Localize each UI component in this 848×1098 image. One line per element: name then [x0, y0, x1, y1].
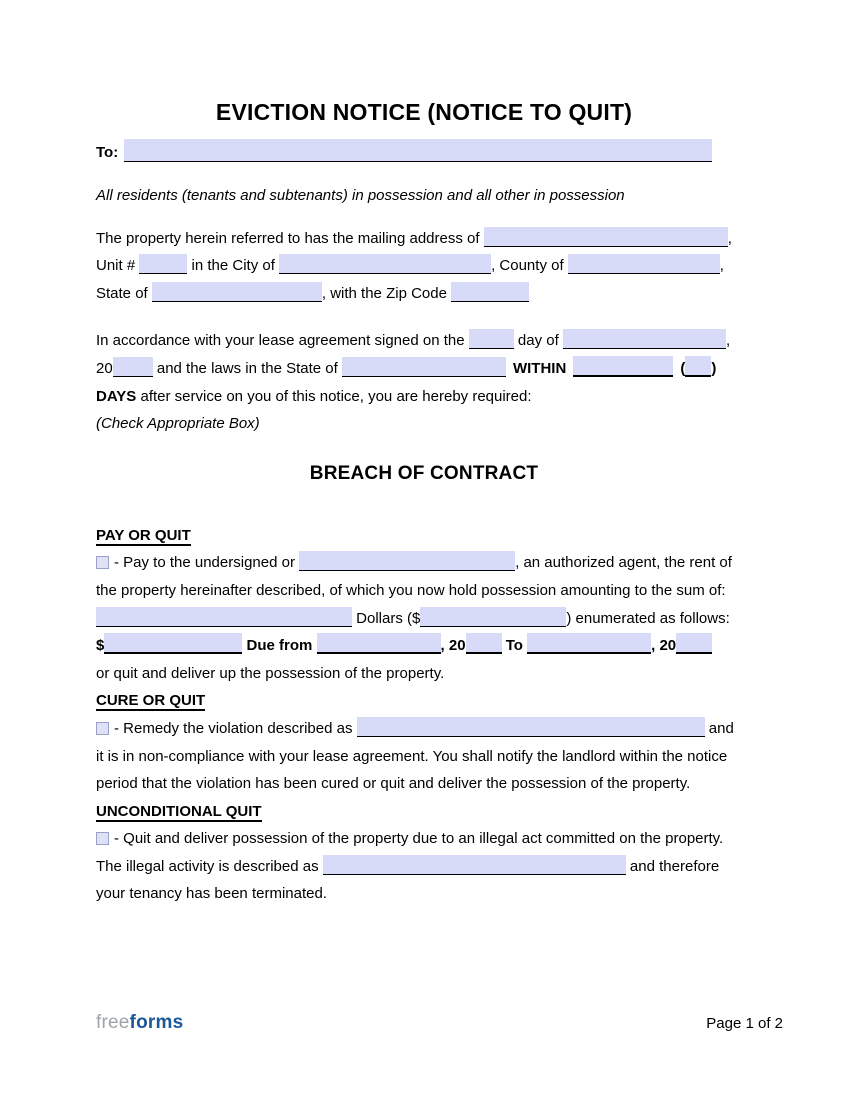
rent-sum-number-field[interactable]	[420, 607, 566, 627]
laws-text: and the laws in the State of	[152, 359, 342, 377]
unit-number-field[interactable]	[139, 254, 187, 274]
lease-year-field[interactable]	[113, 357, 153, 377]
address-line-1	[96, 225, 752, 253]
county-label: , County of	[491, 257, 568, 275]
zip-label: , with the Zip Code	[321, 284, 452, 302]
cure-line-2: it is in non-compliance with your lease agreement. You shall notify the landlord within the notice	[96, 747, 728, 765]
days-label: DAYS	[96, 387, 137, 405]
pay-line-4	[96, 632, 752, 660]
unconditional-line-2	[96, 853, 752, 881]
lease-terms-paragraph	[96, 327, 752, 437]
day-of-label: day of	[513, 332, 563, 350]
law-state-field[interactable]	[342, 357, 506, 377]
unconditional-line-3: your tenancy has been terminated.	[96, 885, 327, 903]
state-field[interactable]	[152, 282, 322, 302]
brand-forms: forms	[129, 1012, 184, 1033]
county-field[interactable]	[568, 254, 720, 274]
residents-note: All residents (tenants and subtenants) in possession and all other in possession	[96, 187, 625, 204]
notice-period-field[interactable]	[573, 356, 673, 377]
therefore-text: and therefore	[625, 857, 720, 875]
cure-or-quit-section	[96, 687, 752, 797]
page-number: Page 1 of 2	[706, 1015, 783, 1032]
after-service-text: after service on you of this notice, you are hereby required:	[136, 387, 532, 405]
city-field[interactable]	[279, 254, 491, 274]
cure-line-1	[96, 715, 752, 743]
pay-line-5: or quit and deliver up the possession of the property.	[96, 664, 445, 682]
year-prefix: 20	[96, 359, 113, 377]
notice-days-number-field[interactable]	[685, 356, 711, 377]
dollars-label: Dollars ($	[352, 609, 421, 627]
unconditional-line-1	[96, 825, 752, 853]
doc-title: EVICTION NOTICE (NOTICE TO QUIT)	[215, 99, 633, 125]
check-box-note: (Check Appropriate Box)	[96, 415, 260, 433]
unconditional-quit-section	[96, 798, 752, 908]
unconditional-quit-checkbox[interactable]	[96, 832, 109, 845]
mailing-address-field[interactable]	[484, 227, 728, 247]
rent-sum-words-field[interactable]	[96, 607, 352, 627]
pay-line-1	[96, 549, 752, 577]
close-paren: )	[711, 359, 717, 377]
comma: ,	[719, 257, 724, 275]
cure-or-quit-heading: CURE OR QUIT	[96, 692, 206, 710]
pay-line-2: the property hereinafter described, of which you now hold possession amounting to the sum of:	[96, 581, 726, 599]
unit-label: Unit #	[96, 257, 140, 275]
brand-free: free	[96, 1012, 130, 1033]
comma-20-b: , 20	[651, 637, 677, 655]
unconditional-text: - Quit and deliver possession of the property due to an illegal act committed on the property.	[114, 830, 724, 848]
comma: ,	[725, 332, 731, 350]
lease-day-field[interactable]	[469, 329, 514, 349]
cure-or-quit-checkbox[interactable]	[96, 722, 109, 735]
pay-line-3	[96, 605, 752, 633]
property-address-paragraph	[96, 225, 752, 308]
comma-20-a: , 20	[440, 637, 466, 655]
amount-due-field[interactable]	[104, 633, 242, 654]
lease-line-1	[96, 327, 752, 355]
pay-or-quit-heading: PAY OR QUIT	[96, 526, 191, 544]
to-field[interactable]	[124, 139, 712, 162]
zip-code-field[interactable]	[451, 282, 529, 302]
pay-text-a: - Pay to the undersigned or	[114, 554, 300, 572]
pay-text-b: , an authorized agent, the rent of	[515, 554, 732, 572]
lease-month-field[interactable]	[563, 329, 726, 349]
due-to-date-field[interactable]	[527, 633, 651, 654]
pay-or-quit-checkbox[interactable]	[96, 556, 109, 569]
freeforms-logo	[96, 1012, 183, 1034]
lease-line-2	[96, 355, 752, 383]
to-label-bold: To	[501, 637, 528, 655]
lease-line-3	[96, 383, 752, 411]
cure-text-a: - Remedy the violation described as	[114, 719, 357, 737]
to-line	[96, 138, 752, 168]
cure-or-quit-heading-line	[96, 687, 752, 715]
violation-description-field[interactable]	[357, 717, 705, 737]
within-label: WITHIN	[512, 359, 567, 377]
address-text: The property herein referred to has the mailing address of	[96, 229, 484, 247]
to-label: To:	[96, 144, 119, 161]
illegal-activity-field[interactable]	[323, 855, 626, 875]
due-to-year-field[interactable]	[676, 633, 712, 654]
pay-or-quit-heading-line	[96, 522, 752, 550]
comma: ,	[727, 229, 732, 247]
notice-options	[96, 522, 752, 908]
unconditional-quit-heading: UNCONDITIONAL QUIT	[96, 802, 262, 820]
agent-name-field[interactable]	[299, 551, 515, 571]
cure-text-b: and	[704, 719, 734, 737]
due-from-year-field[interactable]	[466, 633, 502, 654]
unconditional-quit-heading-line	[96, 798, 752, 826]
due-from-date-field[interactable]	[317, 633, 441, 654]
state-label: State of	[96, 284, 152, 302]
enumerated-label: ) enumerated as follows:	[566, 609, 730, 627]
breach-heading: BREACH OF CONTRACT	[309, 462, 539, 484]
pay-or-quit-section	[96, 522, 752, 688]
dollar-sign: $	[96, 637, 105, 655]
address-line-2	[96, 252, 752, 280]
due-from-label: Due from	[242, 637, 317, 655]
open-paren: (	[680, 359, 686, 377]
cure-line-3: period that the violation has been cured or quit and deliver the possession of the property.	[96, 775, 691, 793]
city-label: in the City of	[187, 257, 280, 275]
lease-text: In accordance with your lease agreement signed on the	[96, 332, 469, 350]
illegal-activity-label: The illegal activity is described as	[96, 857, 323, 875]
address-line-3	[96, 280, 752, 308]
page-footer	[96, 1012, 783, 1034]
